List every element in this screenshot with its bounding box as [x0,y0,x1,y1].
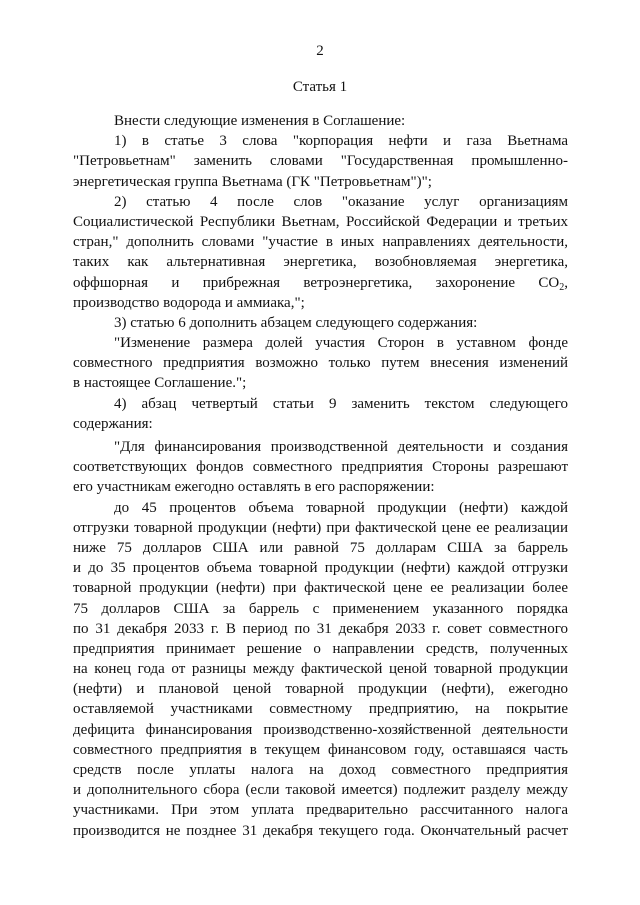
text-line: 2) статью 4 после слов "оказание услуг организациям [114,193,568,210]
text-line: и дополнительного сбора (если таковой имеется) подлежит разделу между [73,782,568,799]
text-line: товарной продукции (нефти) при фактической цене ее реализации более [73,580,568,597]
text-line: (нефти) и плановой ценой товарной продукции (нефти), ежегодно [73,681,568,698]
co2-line-text: оффшорная и прибрежная ветроэнергетика, захоронение CO [73,274,560,291]
text-line: дефицита финансирования производственно-хозяйственной деятельности [73,721,568,738]
text-line: 1) в статье 3 слова "корпорация нефти и газа Вьетнама [114,133,568,150]
text-line: и до 35 процентов объема товарной продукции (нефти) каждой отгрузки [73,560,568,577]
page-number: 2 [316,43,324,59]
text-line: в настоящее Соглашение."; [73,375,247,392]
co2-line-suffix: , [564,274,568,291]
text-line: таких как альтернативная энергетика, возобновляемая энергетика, [73,254,568,271]
text-line: совместного предприятия в текущем финансовом году, оставшаяся часть [73,741,568,758]
text-line [73,273,568,293]
text-line: до 45 процентов объема товарной продукции (нефти) каждой [114,499,568,516]
text-line: "Изменение размера долей участия Сторон в уставном фонде [114,335,568,352]
article-body [73,111,568,841]
text-line: предприятия принимает решение о направлении средств, полученных [73,640,568,657]
text-line: отгрузки товарной продукции (нефти) при фактической цене ее реализации [73,519,568,536]
text-line: производство водорода и аммиака,"; [73,294,305,311]
text-line: 4) абзац четвертый статьи 9 заменить текстом следующего [114,395,568,412]
co2-subscript: 2 [559,281,565,293]
text-line: совместного предприятия возможно только путем внесения изменений [73,355,568,372]
text-line: по 31 декабря 2033 г. В период по 31 декабря 2033 г. совет совместного [73,620,568,637]
text-line: участниками. При этом уплата предварительно рассчитанного налога [73,802,568,819]
text-line: его участникам ежегодно оставлять в его распоряжении: [73,479,435,496]
text-line: "Петровьетнам" заменить словами "Государственная промышленно- [73,153,568,170]
text-line: 75 долларов США за баррель с применением указанного порядка [73,600,568,617]
text-line: соответствующих фондов совместного предприятия Стороны разрешают [73,459,568,476]
text-line: энергетическая группа Вьетнама (ГК "Петровьетнам")"; [73,173,432,190]
text-line: средств после уплаты налога на доход совместного предприятия [73,762,568,778]
text-line: производится не позднее 31 декабря текущего года. Окончательный расчет [73,822,568,839]
text-line: оставляемой участниками совместному предприятию, на покрытие [73,701,568,718]
text-line: "Для финансирования производственной деятельности и создания [114,439,568,455]
text-line: Социалистической Республики Вьетнам, Российской Федерации и третьих [73,213,568,230]
article-title: Статья 1 [292,79,348,95]
text-line: на конец года от разницы между фактической ценой товарной продукции [73,661,568,678]
text-line: Внести следующие изменения в Соглашение: [114,113,406,129]
text-line: стран," дополнить словами "участие в иных направлениях деятельности, [73,234,568,251]
text-line: содержания: [73,415,153,432]
text-line: ниже 75 долларов США или равной 75 долларам США за баррель [73,539,568,556]
text-line: 3) статью 6 дополнить абзацем следующего содержания: [114,314,478,331]
